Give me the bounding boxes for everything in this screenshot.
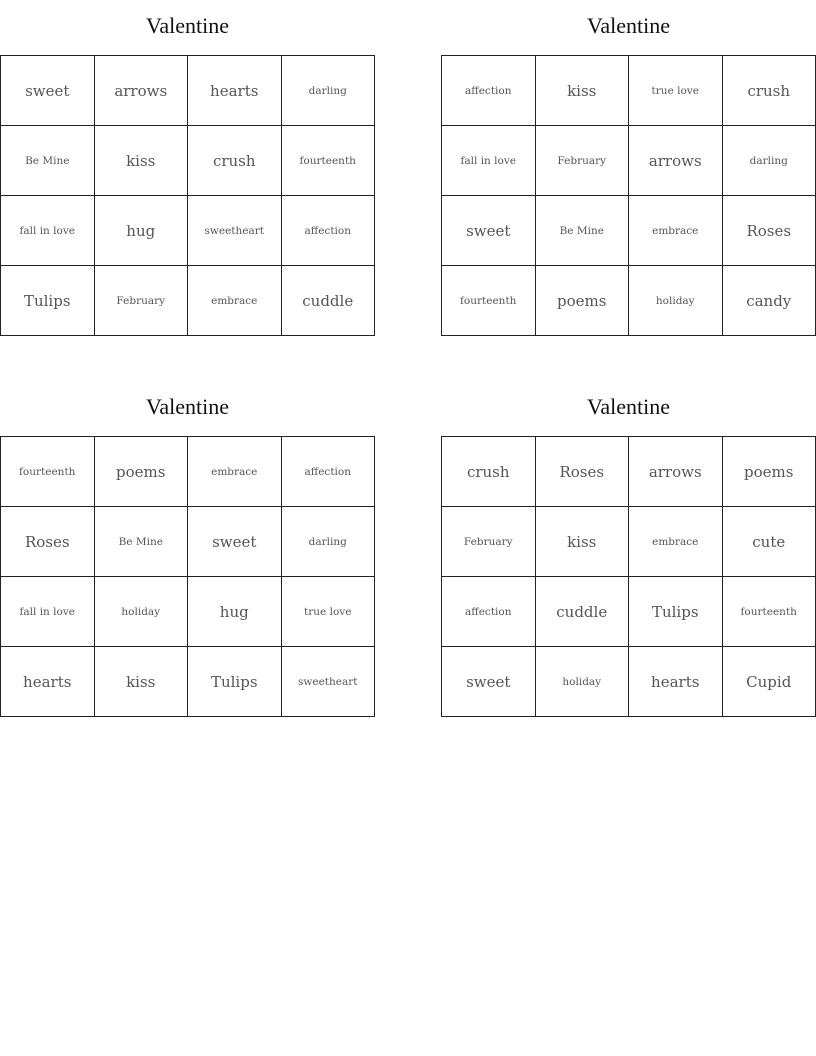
bingo-cell: candy — [723, 266, 816, 336]
bingo-cell: darling — [282, 56, 376, 126]
bingo-cell: affection — [282, 437, 376, 507]
bingo-cell: sweetheart — [282, 647, 376, 717]
bingo-cell: arrows — [629, 437, 723, 507]
bingo-cell: embrace — [629, 507, 723, 577]
card-title: Valentine — [586, 394, 671, 419]
bingo-cell: true love — [282, 577, 376, 647]
bingo-cell: Cupid — [723, 647, 816, 717]
bingo-cell: poems — [536, 266, 630, 336]
bingo-cell: February — [95, 266, 189, 336]
bingo-cell: Tulips — [1, 266, 95, 336]
bingo-cell: holiday — [536, 647, 630, 717]
bingo-card-2 — [441, 12, 816, 336]
bingo-cell: poems — [723, 437, 816, 507]
bingo-cell: embrace — [188, 266, 282, 336]
bingo-grid — [441, 436, 816, 717]
bingo-cell: cute — [723, 507, 816, 577]
bingo-cell: embrace — [188, 437, 282, 507]
bingo-cell: kiss — [536, 507, 630, 577]
bingo-cell: fall in love — [1, 577, 95, 647]
bingo-grid — [0, 436, 375, 717]
bingo-cell: true love — [629, 56, 723, 126]
bingo-cell: embrace — [629, 196, 723, 266]
bingo-cell: fourteenth — [1, 437, 95, 507]
bingo-cell: hug — [95, 196, 189, 266]
bingo-cell: poems — [95, 437, 189, 507]
bingo-cell: Roses — [723, 196, 816, 266]
bingo-cell: February — [536, 126, 630, 196]
bingo-cell: cuddle — [282, 266, 376, 336]
bingo-cell: sweet — [442, 647, 536, 717]
card-title: Valentine — [586, 13, 671, 38]
bingo-cell: hearts — [629, 647, 723, 717]
bingo-cell: arrows — [629, 126, 723, 196]
bingo-cell: sweetheart — [188, 196, 282, 266]
bingo-cell: Be Mine — [1, 126, 95, 196]
bingo-cell: February — [442, 507, 536, 577]
bingo-cell: sweet — [442, 196, 536, 266]
bingo-cell: crush — [442, 437, 536, 507]
bingo-cell: fall in love — [1, 196, 95, 266]
bingo-grid — [441, 55, 816, 336]
bingo-cell: Tulips — [629, 577, 723, 647]
bingo-cell: holiday — [629, 266, 723, 336]
bingo-cell: kiss — [95, 647, 189, 717]
bingo-cell: Be Mine — [536, 196, 630, 266]
bingo-cell: sweet — [1, 56, 95, 126]
card-title: Valentine — [145, 13, 230, 38]
bingo-cell: fourteenth — [442, 266, 536, 336]
bingo-cell: darling — [282, 507, 376, 577]
bingo-cell: crush — [188, 126, 282, 196]
bingo-cell: Be Mine — [95, 507, 189, 577]
bingo-cell: darling — [723, 126, 816, 196]
bingo-cell: fourteenth — [282, 126, 376, 196]
bingo-cell: kiss — [536, 56, 630, 126]
bingo-cell: affection — [442, 577, 536, 647]
bingo-grid — [0, 55, 375, 336]
bingo-cell: arrows — [95, 56, 189, 126]
bingo-cell: affection — [282, 196, 376, 266]
bingo-cell: hug — [188, 577, 282, 647]
bingo-cell: hearts — [1, 647, 95, 717]
bingo-cell: kiss — [95, 126, 189, 196]
card-title: Valentine — [145, 394, 230, 419]
bingo-card-4 — [441, 393, 816, 717]
bingo-cell: Roses — [536, 437, 630, 507]
bingo-cell: holiday — [95, 577, 189, 647]
bingo-card-1 — [0, 12, 375, 336]
bingo-cell: cuddle — [536, 577, 630, 647]
bingo-card-3 — [0, 393, 375, 717]
bingo-cell: Tulips — [188, 647, 282, 717]
bingo-cell: sweet — [188, 507, 282, 577]
bingo-cell: fourteenth — [723, 577, 816, 647]
bingo-cell: fall in love — [442, 126, 536, 196]
bingo-cell: crush — [723, 56, 816, 126]
bingo-cell: hearts — [188, 56, 282, 126]
bingo-cell: Roses — [1, 507, 95, 577]
bingo-cell: affection — [442, 56, 536, 126]
